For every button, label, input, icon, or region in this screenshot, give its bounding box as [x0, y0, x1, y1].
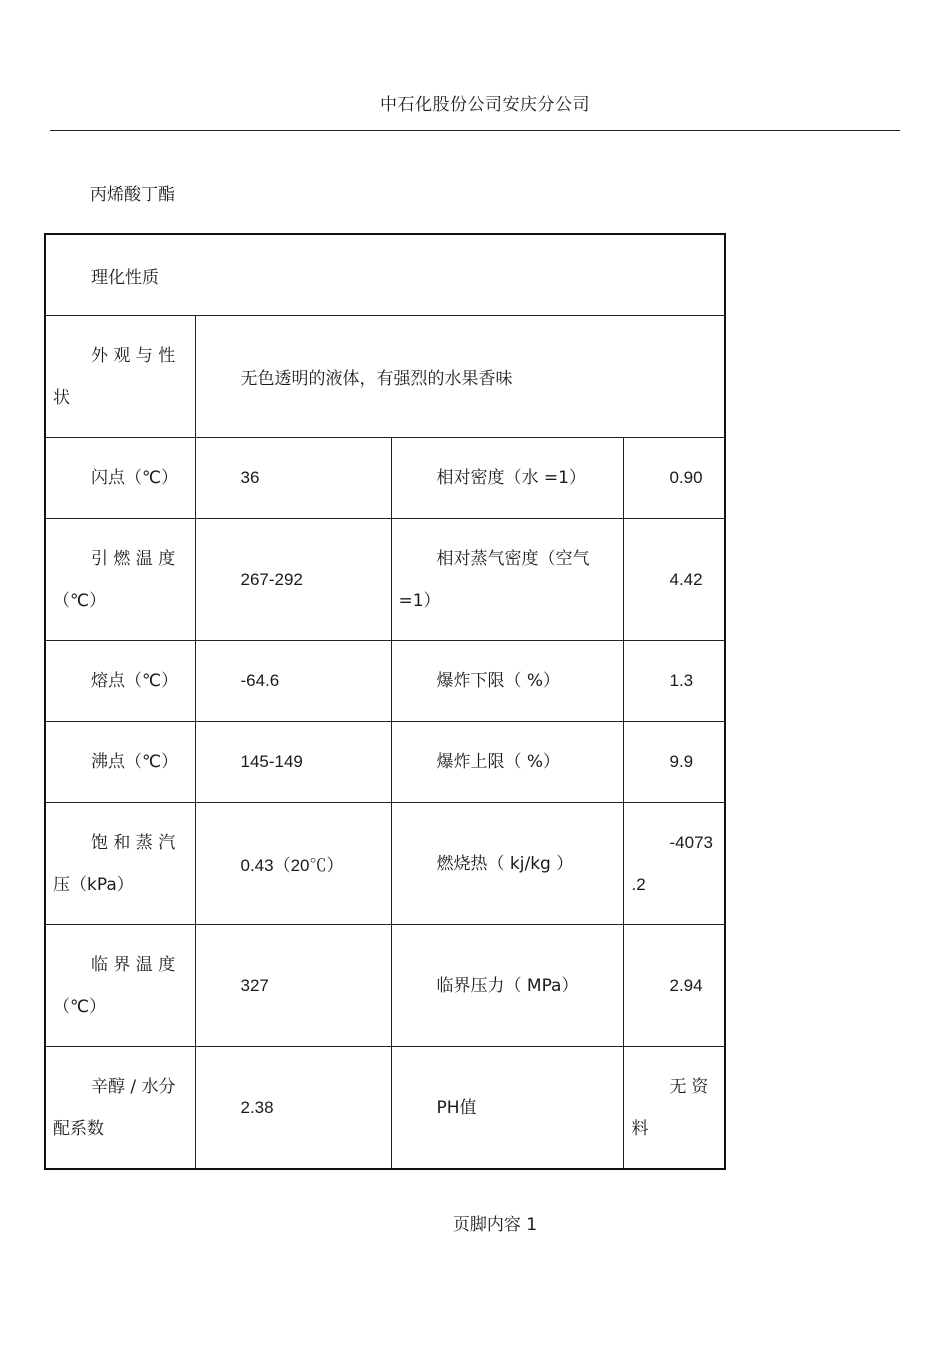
- property-label: [45, 1047, 195, 1170]
- appearance-value: 无色透明的液体，有强烈的水果香味: [195, 316, 725, 438]
- property-value-2-line2: .2: [631, 874, 646, 894]
- table-row: [45, 438, 725, 519]
- header-rule: [50, 130, 900, 131]
- appearance-label: [45, 316, 195, 438]
- property-label-2: [391, 925, 623, 1047]
- table-row: [45, 519, 725, 641]
- property-value: 145-149: [195, 722, 391, 803]
- appearance-row: [45, 316, 725, 438]
- property-value-2-line1: 无 资: [669, 1076, 709, 1096]
- property-value: 327: [195, 925, 391, 1047]
- property-label-2-line1: 爆炸上限（ %）: [436, 752, 561, 772]
- table-row: [45, 641, 725, 722]
- property-value: 267-292: [195, 519, 391, 641]
- property-label-2-line1: 相对密度（水 =1）: [436, 468, 586, 488]
- property-label-line1: 熔点（℃）: [91, 671, 179, 691]
- property-label-line1: 闪点（℃）: [91, 468, 179, 488]
- property-label-2-line1: 燃烧热（ kj/kg ）: [436, 853, 574, 874]
- property-value-2: [623, 641, 725, 722]
- property-label-line1: 饱 和 蒸 汽: [91, 832, 176, 853]
- property-value-2: [623, 803, 725, 925]
- property-label-line1: 引 燃 温 度: [91, 548, 176, 569]
- property-label: [45, 438, 195, 519]
- property-value-2-line2: 料: [631, 1118, 649, 1138]
- property-value-2: [623, 722, 725, 803]
- property-value-2-line1: 0.90: [669, 468, 703, 487]
- table-row: [45, 722, 725, 803]
- property-label-2: [391, 519, 623, 641]
- property-value-2-line1: 2.94: [669, 975, 703, 995]
- section-title: 理化性质: [45, 234, 725, 316]
- property-label-2: [391, 803, 623, 925]
- property-value-2: [623, 438, 725, 519]
- property-value-2-line1: 1.3: [669, 671, 694, 690]
- property-value-2-line1: 9.9: [669, 752, 694, 771]
- property-label: [45, 641, 195, 722]
- property-value-2-line1: 4.42: [669, 569, 703, 589]
- property-label-2-line2: =1）: [398, 590, 441, 611]
- property-label-2: [391, 722, 623, 803]
- property-label-2-line1: 相对蒸气密度（空气: [436, 548, 590, 569]
- table-row: [45, 803, 725, 925]
- property-label-2: [391, 1047, 623, 1170]
- appearance-label-line2: 状: [53, 387, 70, 408]
- properties-table: [44, 233, 726, 1170]
- property-label-2: [391, 438, 623, 519]
- property-value-2: [623, 925, 725, 1047]
- property-label-line2: 压（kPa）: [53, 874, 134, 895]
- property-label-line2: （℃）: [53, 590, 107, 611]
- property-label: [45, 803, 195, 925]
- property-label-line2: 配系数: [53, 1118, 104, 1139]
- property-label-2-line1: 爆炸下限（ %）: [436, 671, 561, 691]
- property-label-line1: 沸点（℃）: [91, 752, 179, 772]
- property-label-2-line1: PH值: [436, 1097, 477, 1118]
- property-value-2: [623, 1047, 725, 1170]
- property-label-line1: 辛醇 / 水分: [91, 1076, 176, 1097]
- property-value-2: [623, 519, 725, 641]
- section-row: [45, 234, 725, 316]
- property-label: [45, 519, 195, 641]
- doc-title: 丙烯酸丁酯: [90, 185, 175, 205]
- header-company: 中石化股份公司安庆分公司: [380, 95, 590, 115]
- property-value: 2.38: [195, 1047, 391, 1170]
- property-label: [45, 722, 195, 803]
- property-value: -64.6: [195, 641, 391, 722]
- property-label-line1: 临 界 温 度: [91, 954, 176, 975]
- appearance-label-line1: 外 观 与 性: [91, 345, 176, 366]
- property-label-line2: （℃）: [53, 996, 107, 1017]
- property-label-2: [391, 641, 623, 722]
- property-value: 0.43（20℃）: [195, 803, 391, 925]
- property-label: [45, 925, 195, 1047]
- footer-text: 页脚内容 1: [452, 1215, 538, 1235]
- table-row: [45, 1047, 725, 1170]
- property-value: 36: [195, 438, 391, 519]
- table-row: [45, 925, 725, 1047]
- property-value-2-line1: -4073: [669, 832, 713, 852]
- property-label-2-line1: 临界压力（ MPa）: [436, 975, 579, 996]
